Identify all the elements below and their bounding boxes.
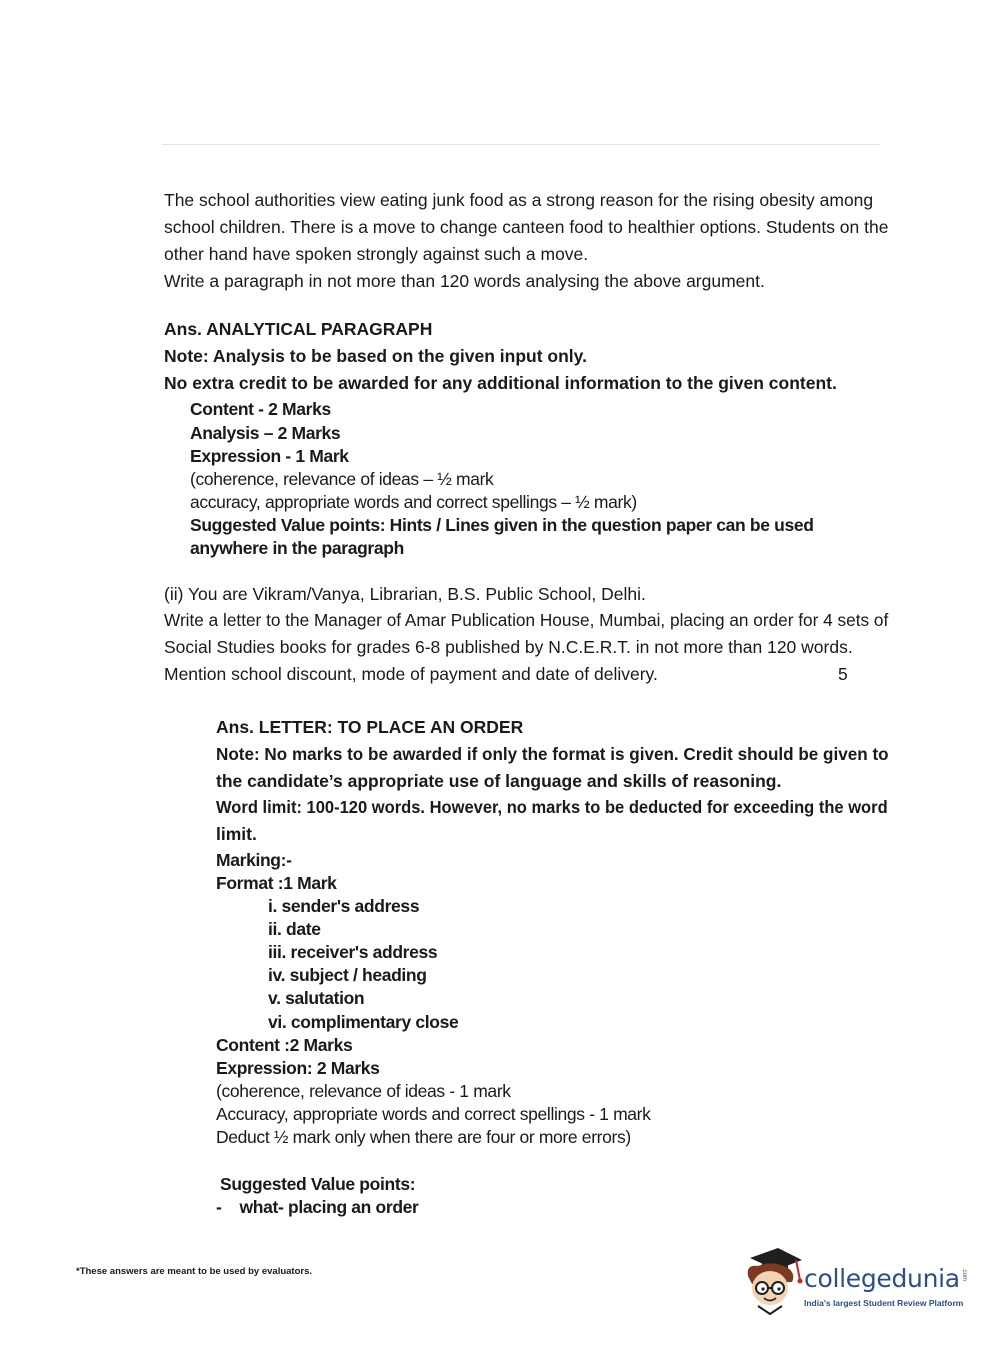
format-item: v. salutation xyxy=(268,988,365,1008)
marking-detail: (coherence, relevance of ideas – ½ mark xyxy=(190,469,494,489)
format-item: iv. subject / heading xyxy=(268,965,427,985)
question-line: Write a letter to the Manager of Amar Publication House, Mumbai, placing an order for 4 sets of xyxy=(164,610,889,630)
question-line: Social Studies books for grades 6-8 published by N.C.E.R.T. in not more than 120 words. xyxy=(164,637,853,657)
question-line: The school authorities view eating junk food as a strong reason for the rising obesity among xyxy=(164,190,874,210)
question-line: other hand have spoken strongly against such a move. xyxy=(164,244,589,264)
graduate-mascot-icon xyxy=(742,1246,804,1316)
question-line: (ii) You are Vikram/Vanya, Librarian, B.S. Public School, Delhi. xyxy=(164,584,646,604)
format-item: ii. date xyxy=(268,919,321,939)
marking-line: Expression: 2 Marks xyxy=(216,1058,380,1078)
note-line: No extra credit to be awarded for any additional information to the given content. xyxy=(164,373,837,393)
note-line: limit. xyxy=(216,824,257,844)
marking-line: Format :1 Mark xyxy=(216,873,337,893)
value-points-line: Suggested Value points: Hints / Lines given in the question paper can be used xyxy=(190,515,814,535)
marking-detail: accuracy, appropriate words and correct spellings – ½ mark) xyxy=(190,492,637,512)
marking-line: Content - 2 Marks xyxy=(190,399,331,419)
format-item: iii. receiver's address xyxy=(268,942,438,962)
brand-tagline: India's largest Student Review Platform xyxy=(804,1298,964,1308)
header-divider xyxy=(162,144,880,145)
brand-suffix: .com xyxy=(961,1268,967,1282)
value-points-heading: Suggested Value points: xyxy=(220,1174,416,1194)
question-line: Mention school discount, mode of payment and date of delivery. xyxy=(164,664,658,684)
question-line: school children. There is a move to change canteen food to healthier options. Students on the xyxy=(164,217,889,237)
value-point-item: - what- placing an order xyxy=(216,1197,419,1217)
value-points-line: anywhere in the paragraph xyxy=(190,538,404,558)
marking-line: Marking:- xyxy=(216,850,292,870)
marking-line: Content :2 Marks xyxy=(216,1035,353,1055)
marking-detail: (coherence, relevance of ideas - 1 mark xyxy=(216,1081,511,1101)
note-line: the candidate’s appropriate use of language and skills of reasoning. xyxy=(216,771,782,791)
note-line: Note: No marks to be awarded if only the format is given. Credit should be given to xyxy=(216,744,889,764)
collegedunia-logo[interactable] xyxy=(742,1246,974,1316)
answer-heading: Ans. LETTER: TO PLACE AN ORDER xyxy=(216,717,524,737)
format-item: i. sender's address xyxy=(268,896,420,916)
marking-line: Analysis – 2 Marks xyxy=(190,423,341,443)
marking-detail: Accuracy, appropriate words and correct spellings - 1 mark xyxy=(216,1104,651,1124)
evaluator-footnote: *These answers are meant to be used by evaluators. xyxy=(76,1266,313,1277)
brand-name: collegedunia xyxy=(804,1264,960,1293)
marking-detail: Deduct ½ mark only when there are four or more errors) xyxy=(216,1127,631,1147)
note-line: Word limit: 100-120 words. However, no marks to be deducted for exceeding the word xyxy=(216,797,888,817)
note-line: Note: Analysis to be based on the given input only. xyxy=(164,346,587,366)
format-item: vi. complimentary close xyxy=(268,1012,459,1032)
question-marks: 5 xyxy=(838,664,848,684)
marking-line: Expression - 1 Mark xyxy=(190,446,349,466)
answer-heading: Ans. ANALYTICAL PARAGRAPH xyxy=(164,319,433,339)
question-line: Write a paragraph in not more than 120 words analysing the above argument. xyxy=(164,271,765,291)
